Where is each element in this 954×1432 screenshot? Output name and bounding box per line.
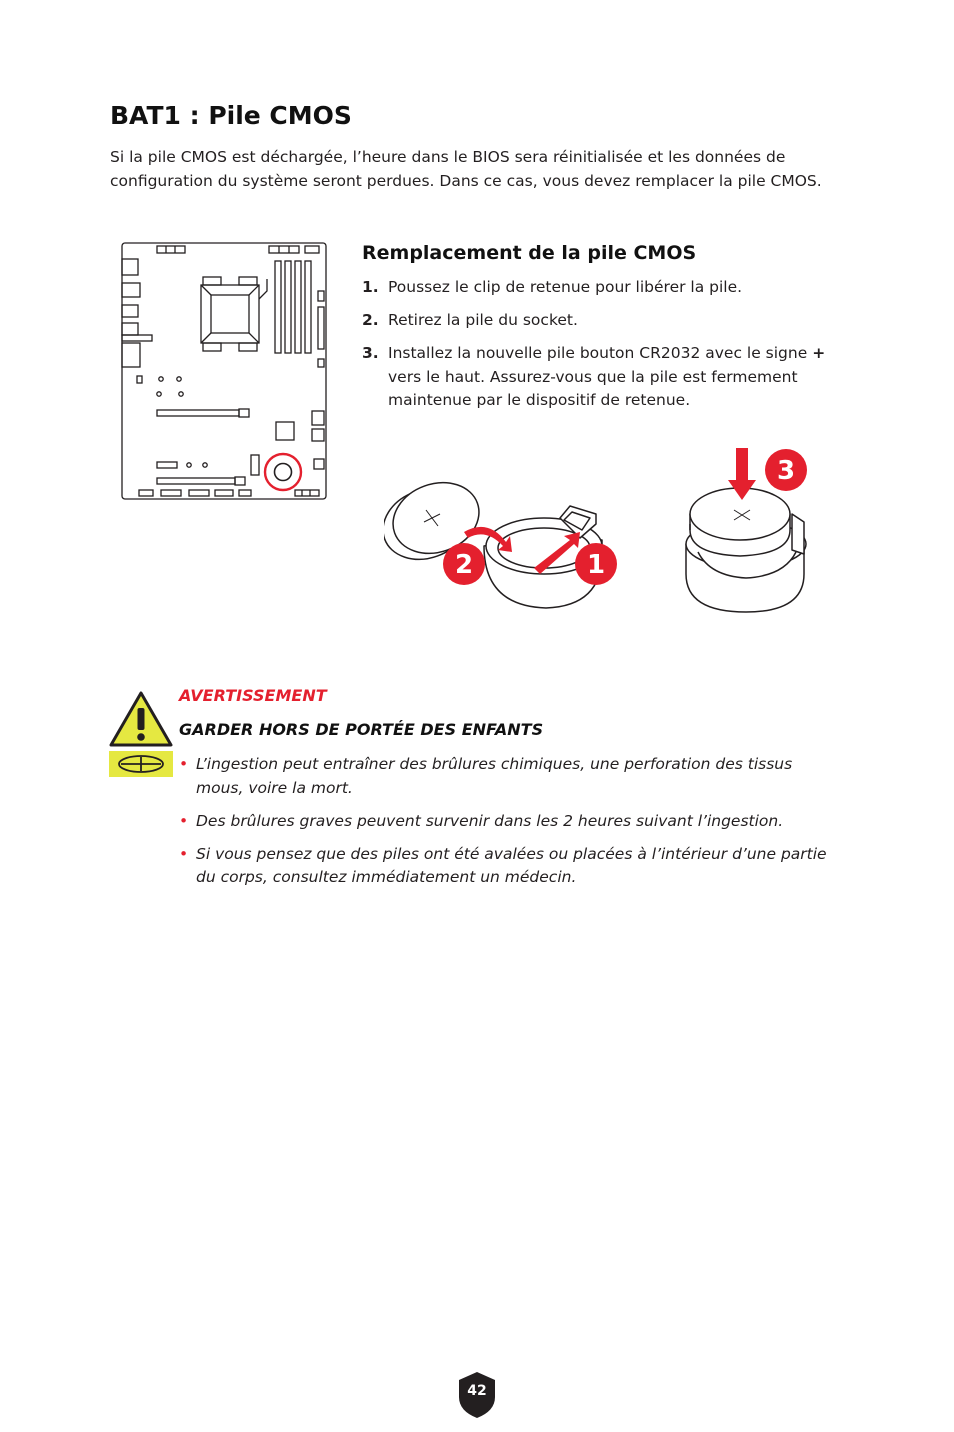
svg-text:2: 2 xyxy=(454,550,474,580)
step-text: Installez la nouvelle pile bouton CR2032 avec le signe + vers le haut. Assurez-vous que la pile est fermement maintenue par le dispositif de retenue. xyxy=(388,344,826,409)
replacement-heading: Remplacement de la pile CMOS xyxy=(362,242,697,264)
bullet: • xyxy=(179,811,189,830)
warning-item-text: Si vous pensez que des piles ont été avalées ou placées à l’intérieur d’une partie du corps, consultez immédiatement un médecin. xyxy=(196,844,827,886)
step-item xyxy=(362,342,832,413)
bullet: • xyxy=(179,844,189,863)
button-cell-icon xyxy=(109,751,173,777)
step-item xyxy=(362,309,832,333)
motherboard-diagram xyxy=(119,239,329,503)
svg-text:3: 3 xyxy=(776,456,796,486)
warning-list xyxy=(179,753,844,899)
warning-item xyxy=(179,753,844,800)
replacement-steps xyxy=(362,276,832,422)
warning-item xyxy=(179,810,844,834)
page-number: 42 xyxy=(467,1383,487,1399)
step-text: Poussez le clip de retenue pour libérer la pile. xyxy=(388,278,743,296)
warning-item-text: L’ingestion peut entraîner des brûlures chimiques, une perforation des tissus mous, voire la mort. xyxy=(196,755,793,797)
warning-item xyxy=(179,843,844,890)
step-text: Retirez la pile du socket. xyxy=(388,311,578,329)
intro-paragraph: Si la pile CMOS est déchargée, l’heure dans le BIOS sera réinitialisée et les données de configuration du système seront perdues. Dans ce cas, vous devez remplacer la pile CMOS. xyxy=(110,148,822,190)
bullet: • xyxy=(179,755,189,773)
page-title: BAT1 : Pile CMOS xyxy=(110,101,352,130)
warning-item-text: Des brûlures graves peuvent survenir dans les 2 heures suivant l’ingestion. xyxy=(196,811,784,830)
warning-subtitle: GARDER HORS DE PORTÉE DES ENFANTS xyxy=(179,720,544,739)
step-item xyxy=(362,276,832,300)
svg-text:1: 1 xyxy=(586,550,606,580)
battery-removal-illustration xyxy=(384,466,624,616)
step-number: 2. xyxy=(362,311,379,329)
warning-label: AVERTISSEMENT xyxy=(179,686,327,705)
plus-sign: + xyxy=(812,344,826,362)
battery-location-highlight xyxy=(265,454,301,490)
step-number: 3. xyxy=(362,344,379,362)
warning-triangle-icon xyxy=(108,690,174,748)
step-number: 1. xyxy=(362,278,379,296)
battery-install-illustration xyxy=(680,444,830,618)
